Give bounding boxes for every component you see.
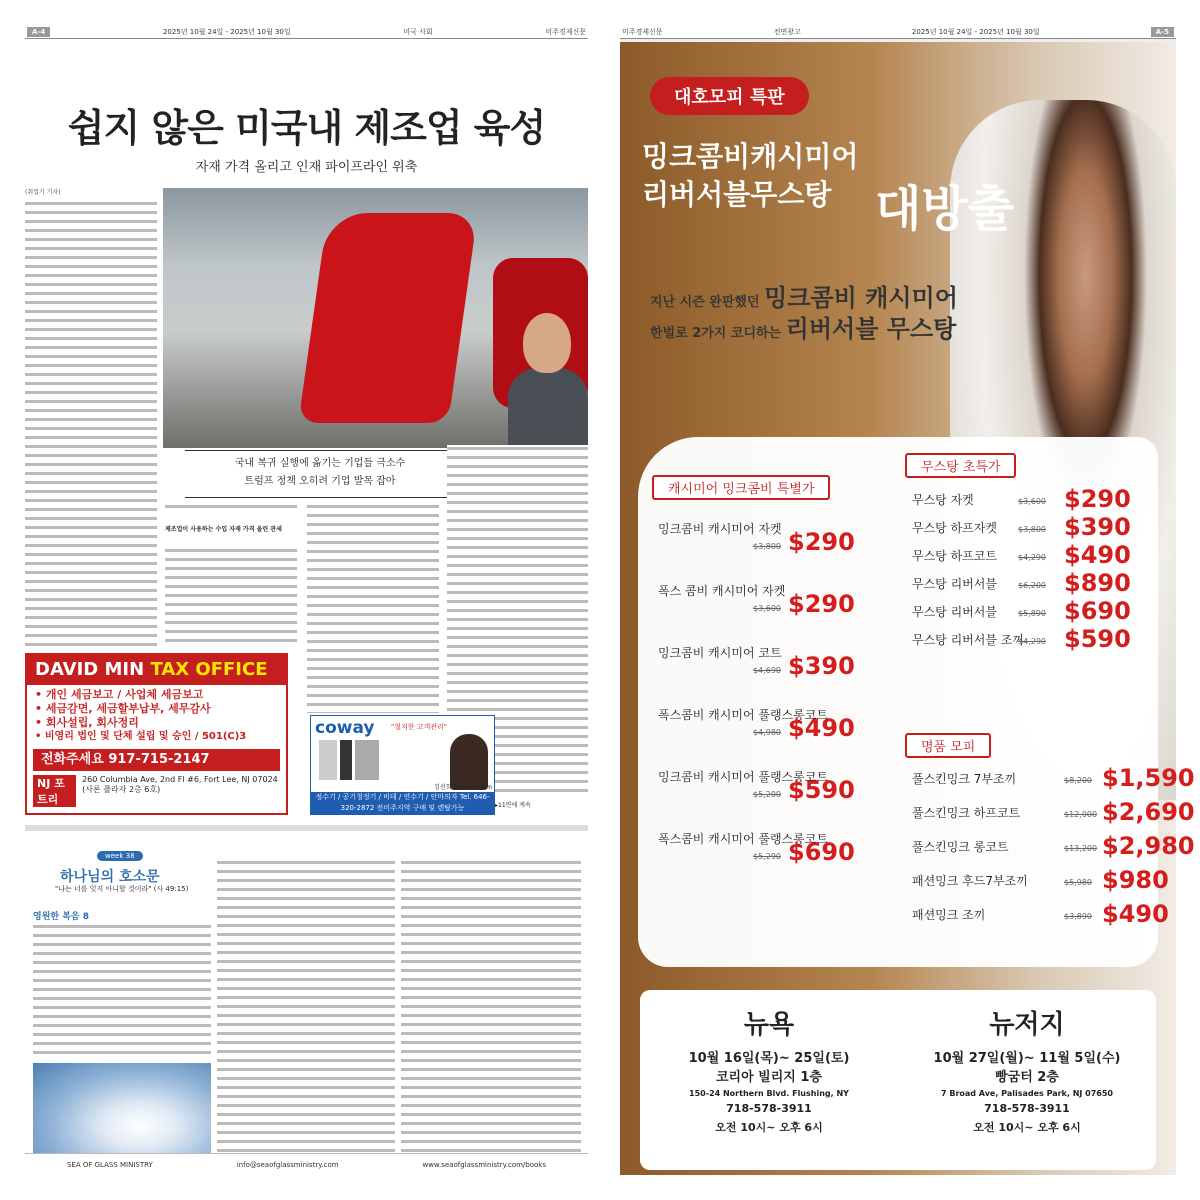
page-number: A-5 [1151,27,1174,37]
price-item-name: 폭스콤비 캐시미어 풀랭스롱코트 [658,832,828,846]
ministry-verse: "나는 너를 잊지 아니할 것이라" (사 49:15) [55,885,189,893]
ministry-website: www.seaofglassministry.com/books [422,1160,546,1169]
headline: 쉽지 않은 미국내 제조업 육성 [67,106,546,150]
pull-quote [185,450,455,498]
price-item-name: 밍크콤비 캐시미어 코트 [658,646,782,660]
original-price: $3,600 [1018,497,1046,506]
location-ny [640,990,898,1170]
tagline-1a: 지난 시즌 완판했던 [650,295,760,310]
original-price: $13,200 [1064,844,1098,853]
factory-photo [163,188,588,448]
price-item-name: 밍크콤비 캐시미어 자켓 [658,522,782,536]
ministry-subtitle: 영원한 복음 8 [33,912,89,922]
subheadline: 자재 가격 올리고 인재 파이프라인 위축 [195,160,418,175]
sale-price: $890 [1064,569,1131,597]
nj-city: 뉴저지 [989,1010,1065,1040]
original-price: $3,600 [753,604,781,613]
price-item-name: 무스탕 리버서블 조끼 [912,633,1024,647]
nj-date: 10월 27일(월)~ 11월 5일(수) [933,1051,1121,1066]
original-price: $5,200 [753,790,781,799]
ministry-col-2 [217,859,395,1154]
main-title-line-2: 리버서블무스탕 [642,178,832,211]
product-images [319,740,379,780]
ny-address: 150-24 Northern Blvd. Flushing, NY [689,1089,849,1098]
pull-quote-line-2: 트럼프 정책 오히려 기업 발목 잡아 [244,476,396,487]
tagline-2b: 리버서블 무스탕 [785,315,957,343]
coway-slogan: "철저한 고객관리" [391,723,447,731]
sale-price: $490 [1064,541,1131,569]
price-item-name: 무스탕 자켓 [912,493,974,507]
nj-address: 7 Broad Ave, Palisades Park, NJ 07650 [941,1089,1113,1098]
paper-name: 미주경제신문 [545,27,586,36]
section-mustang: 무스탕 초특가 [905,453,1016,478]
nj-hours: 오전 10시~ 오후 6시 [973,1121,1081,1134]
price-item-name: 풀스킨밍크 7부조끼 [912,772,1017,786]
sale-price: $490 [788,714,855,742]
original-price: $4,980 [753,728,781,737]
price-item-name: 폭스콤비 캐시미어 풀랭스롱코트 [658,708,828,722]
tax-ad-nj: NJ 포트리 [33,775,76,807]
original-price: $12,000 [1064,810,1098,819]
ny-venue: 코리아 빌리지 1층 [715,1070,822,1085]
sale-price: $390 [1064,513,1131,541]
coway-agent-name: 김선희 Sun Hee Kim [434,784,492,791]
right-page [620,25,1195,1175]
original-price: $4,690 [753,666,781,675]
tax-ad-services [27,685,286,747]
week-badge: week 38 [97,851,143,861]
original-price: $5,890 [1018,609,1046,618]
issue-date: 2025년 10월 24일 - 2025년 10월 30일 [911,27,1040,36]
page-number: A-4 [27,27,50,37]
tagline-2a: 한벌로 2가지 코디하는 [650,326,782,341]
price-item-name: 풀스킨밍크 하프코트 [912,806,1021,820]
price-item-name: 무스탕 하프자켓 [912,521,997,535]
sky-image [33,1063,211,1153]
byline: (취업기 기자) [25,189,61,196]
sale-price: $290 [1064,485,1131,513]
ministry-title: 하나님의 호소문 [60,869,160,885]
original-price: $8,200 [1064,776,1092,785]
tax-ad-title [27,655,286,685]
price-item-name: 폭스 콤비 캐시미어 자켓 [658,584,786,598]
coway-phone: 정수기 / 공기청정기 / 비데 / 연수기 / 안마의자 Tel. 646-320-2872 전미주지역 구매 및 렌탈가능 [311,792,494,814]
tagline [650,285,958,347]
location-nj [898,990,1156,1170]
paper-name: 미주경제신문 [622,27,663,36]
ny-hours: 오전 10시~ 오후 6시 [715,1121,823,1134]
paragraph-head: 제조업이 사용하는 수입 자재 가격 올린 관세 [165,526,282,533]
sale-price: $490 [1102,900,1169,928]
original-price: $3,890 [1064,912,1092,921]
page-header [620,25,1176,39]
ministry-col-3 [401,859,581,1154]
price-item-name: 무스탕 리버서블 [912,577,997,591]
ministry-box [25,825,588,1175]
section-cashmere: 캐시미어 밍크콤비 특별가 [652,475,830,500]
tax-ad-address: 260 Columbia Ave, 2nd Fl #6, Fort Lee, NJ 07024 (사론 플라자 2층 6호) [82,775,278,794]
sale-price: $390 [788,652,855,680]
tax-ad-item: • 개인 세금보고 / 사업체 세금보고 [35,688,204,701]
sale-price: $590 [1064,625,1131,653]
issue-date: 2025년 10월 24일 - 2025년 10월 30일 [162,27,291,36]
sale-price: $290 [788,528,855,556]
original-price: $6,200 [1018,581,1046,590]
tax-ad-title-2: TAX OFFICE [150,659,268,680]
red-truck-cab [298,213,478,423]
ny-phone: 718-578-3911 [726,1102,812,1115]
ministry-footer [25,1153,588,1175]
sale-price: $690 [1064,597,1131,625]
nj-phone: 718-578-3911 [984,1102,1070,1115]
sale-price: $1,590 [1102,764,1195,792]
section-name: 미국 사회 [403,27,433,36]
sale-price: $2,980 [1102,832,1195,860]
tax-ad-address-row [27,773,286,809]
original-price: $5,980 [1064,878,1092,887]
ny-date: 10월 16일(목)~ 25일(토) [688,1051,850,1066]
ministry-col-1 [33,923,211,1058]
price-item-name: 패션밍크 후드7부조끼 [912,874,1028,888]
ministry-email: info@seaofglassministry.com [236,1160,339,1169]
price-item-name: 풀스킨밍크 롱코트 [912,840,1009,854]
price-item-name: 밍크콤비 캐시미어 풀랭스롱코트 [658,770,828,784]
worker-body [508,368,588,448]
tax-ad-item: • 세금감면, 세금할부납부, 세무감사 [35,702,211,715]
page-header [25,25,588,39]
main-title-line-1: 밍크콤비캐시미어 [642,140,859,173]
article-col-2 [165,547,297,647]
sale-price: $590 [788,776,855,804]
original-price: $3,800 [753,542,781,551]
sale-badge: 대호모피 특판 [650,77,809,115]
section-luxury-fur: 명품 모피 [905,733,991,758]
clearance-title: 대방출 [875,181,1015,237]
original-price: $3,800 [1018,525,1046,534]
store-locations [640,990,1156,1170]
tax-ad-phone: 전화주세요 917-715-2147 [33,749,280,771]
pull-quote-line-1: 국내 복귀 실행에 옮기는 기업들 극소수 [234,458,406,469]
worker-head [523,313,571,373]
coway-logo: coway [315,718,375,738]
ministry-name: SEA OF GLASS MINISTRY [66,1160,153,1169]
original-price: $4,290 [1018,553,1046,562]
tax-ad-item: • 회사설립, 회사정리 [35,716,139,729]
price-item-name: 무스탕 리버서블 [912,605,997,619]
nj-venue: 빵굼터 2층 [995,1070,1059,1085]
continued-note: ▸11면에 계속 [495,802,531,809]
article-col-2-intro [165,503,297,513]
price-item-name: 패션밍크 조끼 [912,908,986,922]
main-title [642,138,858,214]
original-price: $4,290 [1018,637,1046,646]
tax-office-ad [25,653,288,815]
sale-price: $2,690 [1102,798,1195,826]
tax-ad-item: • 비영리 법인 및 단체 설립 및 승인 / 501(C)3 [35,731,247,742]
ny-city: 뉴욕 [743,1010,795,1040]
original-price: $5,290 [753,852,781,861]
tagline-1b: 밍크콤비 캐시미어 [764,284,958,312]
coway-ad [310,715,495,815]
sale-price: $290 [788,590,855,618]
price-item-name: 무스탕 하프코트 [912,549,997,563]
tax-ad-title-1: DAVID MIN [35,659,151,680]
article-col-3 [307,503,439,713]
section-name: 전면광고 [773,27,801,36]
sale-price: $690 [788,838,855,866]
left-page [25,25,588,1175]
article-col-1 [25,200,157,650]
sale-price: $980 [1102,866,1169,894]
